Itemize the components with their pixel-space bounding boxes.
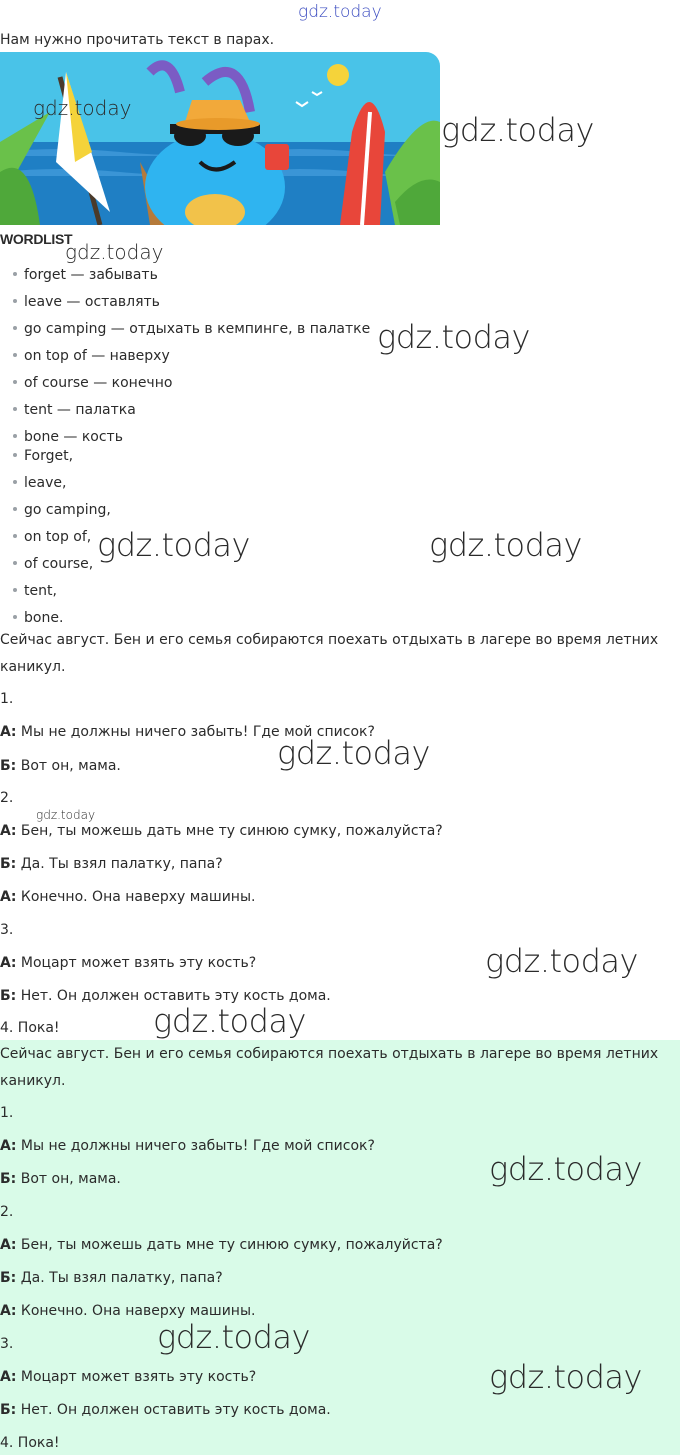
speaker-label: А: — [0, 955, 17, 971]
list-item-text: tent, — [24, 583, 57, 599]
bullet-icon — [13, 407, 17, 411]
bullet-icon — [13, 272, 17, 276]
dialogue-text: Да. Ты взял палатку, папа? — [16, 856, 223, 872]
watermark: gdz.today — [33, 96, 132, 120]
list-item-text: go camping — отдыхать в кемпинге, в палатке — [24, 321, 371, 337]
dialogue-number: 3. — [0, 922, 14, 938]
dialogue-line — [0, 1170, 121, 1188]
bullet-icon — [13, 434, 17, 438]
dialogue-text: Да. Ты взял палатку, папа? — [16, 1270, 223, 1286]
list-item — [13, 609, 63, 627]
list-item — [13, 374, 172, 392]
dialogue-number: 1. — [0, 1105, 14, 1121]
list-item-text: go camping, — [24, 502, 111, 518]
dialogue-text: Нет. Он должен оставить эту кость дома. — [16, 1402, 331, 1418]
watermark: gdz.today — [97, 526, 250, 564]
speaker-label: А: — [0, 724, 17, 740]
dialogue-line — [0, 1269, 223, 1287]
bullet-icon — [13, 326, 17, 330]
dialogue-line — [0, 1401, 331, 1419]
speaker-label: Б: — [0, 856, 17, 872]
dialogue-text: Бен, ты можешь дать мне ту синюю сумку, пожалуйста? — [16, 823, 443, 839]
beach-illustration-image — [0, 52, 440, 225]
list-item-text: on top of, — [24, 529, 92, 545]
bullet-icon — [13, 588, 17, 592]
list-item — [13, 501, 111, 519]
watermark: gdz.today — [489, 1150, 642, 1188]
intro-text: Нам нужно прочитать текст в парах. — [0, 32, 275, 48]
speaker-label: А: — [0, 889, 17, 905]
bullet-icon — [13, 561, 17, 565]
wordlist-title: WORDLIST — [0, 231, 73, 247]
bullet-icon — [13, 534, 17, 538]
dialogue-intro: каникул. — [0, 1073, 66, 1089]
list-item — [13, 347, 170, 365]
list-item — [13, 266, 158, 284]
speaker-label: Б: — [0, 1171, 17, 1187]
list-item-text: of course, — [24, 556, 94, 572]
dialogue-text: Нет. Он должен оставить эту кость дома. — [16, 988, 331, 1004]
dialogue-text: Конечно. Она наверху машины. — [16, 889, 256, 905]
dialogue-intro: Сейчас август. Бен и его семья собираются поехать отдыхать в лагере во время летних — [0, 632, 659, 648]
illustration — [0, 52, 440, 225]
list-item — [13, 474, 66, 492]
speaker-label: А: — [0, 1138, 17, 1154]
list-item — [13, 320, 370, 338]
dialogue-end: 4. Пока! — [0, 1435, 60, 1451]
bullet-icon — [13, 507, 17, 511]
list-item-text: bone. — [24, 610, 64, 626]
watermark: gdz.today — [441, 111, 594, 149]
list-item-text: Forget, — [24, 448, 74, 464]
dialogue-text: Мы не должны ничего забыть! Где мой список? — [16, 1138, 375, 1154]
list-item-text: of course — конечно — [24, 375, 173, 391]
speaker-label: Б: — [0, 1270, 17, 1286]
list-item — [13, 582, 57, 600]
dialogue-intro: Сейчас август. Бен и его семья собираются поехать отдыхать в лагере во время летних — [0, 1046, 659, 1062]
list-item-text: leave, — [24, 475, 67, 491]
watermark: gdz.today — [489, 1358, 642, 1396]
list-item — [13, 528, 91, 546]
dialogue-line — [0, 954, 256, 972]
dialogue-text: Моцарт может взять эту кость? — [16, 1369, 257, 1385]
bullet-icon — [13, 480, 17, 484]
watermark: gdz.today — [65, 240, 164, 264]
dialogue-number: 1. — [0, 691, 14, 707]
dialogue-text: Моцарт может взять эту кость? — [16, 955, 257, 971]
speaker-label: А: — [0, 1369, 17, 1385]
speaker-label: Б: — [0, 758, 17, 774]
list-item-text: forget — забывать — [24, 267, 158, 283]
list-item — [13, 293, 160, 311]
speaker-label: Б: — [0, 988, 17, 1004]
watermark: gdz.today — [485, 942, 638, 980]
bullet-icon — [13, 353, 17, 357]
list-item — [13, 447, 73, 465]
bullet-icon — [13, 453, 17, 457]
watermark: gdz.today — [157, 1318, 310, 1356]
speaker-label: А: — [0, 823, 17, 839]
bullet-icon — [13, 299, 17, 303]
dialogue-line — [0, 757, 121, 775]
list-item — [13, 401, 136, 419]
dialogue-intro: каникул. — [0, 659, 66, 675]
speaker-label: Б: — [0, 1402, 17, 1418]
dialogue-line — [0, 1368, 256, 1386]
list-item-text: on top of — наверху — [24, 348, 170, 364]
dialogue-number: 3. — [0, 1336, 14, 1352]
list-item-text: bone — кость — [24, 429, 123, 445]
speaker-label: А: — [0, 1237, 17, 1253]
dialogue-line — [0, 1236, 443, 1254]
list-item — [13, 555, 93, 573]
list-item — [13, 428, 123, 446]
watermark: gdz.today — [277, 734, 430, 772]
watermark: gdz.today — [36, 808, 96, 822]
watermark: gdz.today — [377, 318, 530, 356]
dialogue-text: Мы не должны ничего забыть! Где мой список? — [16, 724, 375, 740]
dialogue-line — [0, 888, 255, 906]
speaker-label: А: — [0, 1303, 17, 1319]
dialogue-line — [0, 822, 443, 840]
dialogue-end: 4. Пока! — [0, 1020, 60, 1036]
list-item-text: tent — палатка — [24, 402, 136, 418]
watermark: gdz.today — [153, 1002, 306, 1040]
bullet-icon — [13, 615, 17, 619]
dialogue-text: Конечно. Она наверху машины. — [16, 1303, 256, 1319]
dialogue-text: Вот он, мама. — [16, 758, 121, 774]
dialogue-line — [0, 1137, 375, 1155]
list-item-text: leave — оставлять — [24, 294, 160, 310]
dialogue-number: 2. — [0, 790, 14, 806]
dialogue-line — [0, 855, 223, 873]
watermark: gdz.today — [429, 526, 582, 564]
watermark: gdz.today — [298, 2, 382, 22]
bullet-icon — [13, 380, 17, 384]
dialogue-text: Вот он, мама. — [16, 1171, 121, 1187]
dialogue-text: Бен, ты можешь дать мне ту синюю сумку, пожалуйста? — [16, 1237, 443, 1253]
dialogue-number: 2. — [0, 1204, 14, 1220]
